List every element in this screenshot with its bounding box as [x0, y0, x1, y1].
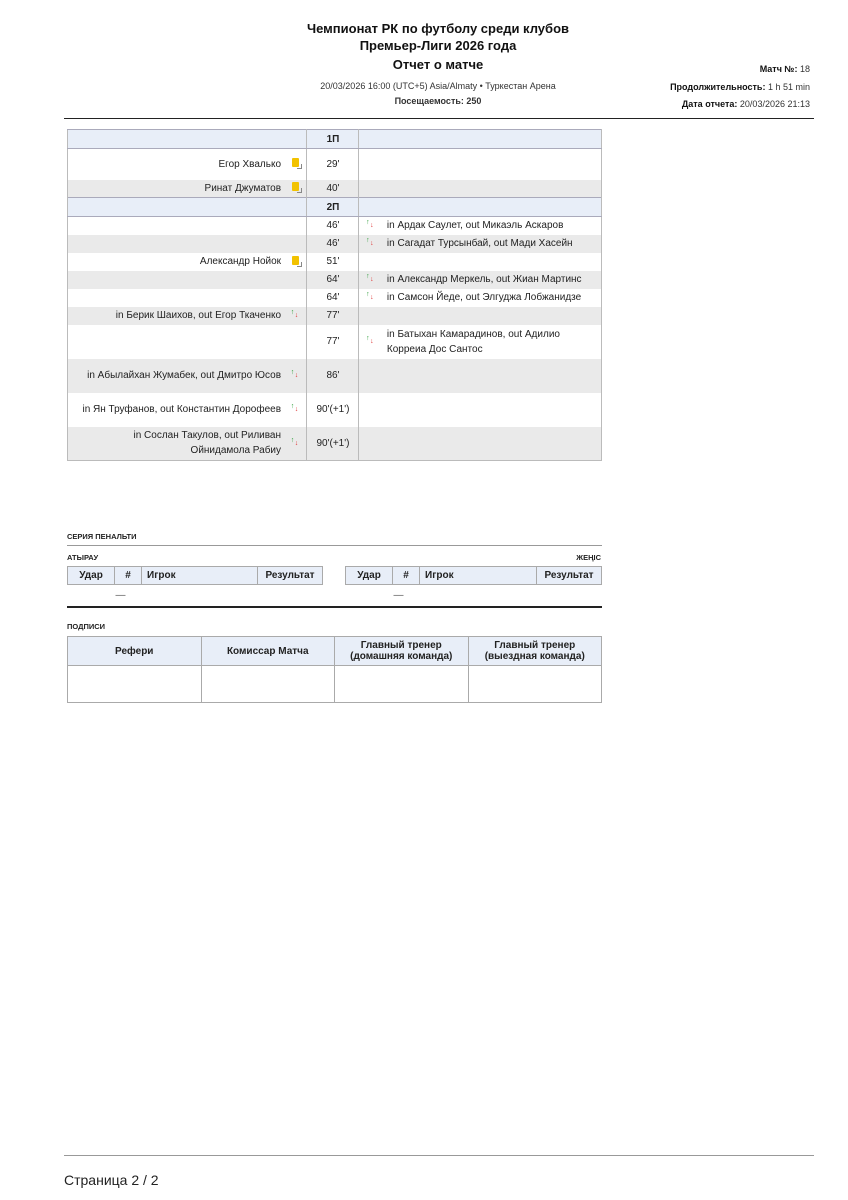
match-duration [670, 82, 810, 92]
pen-away-empty-cell [420, 585, 537, 606]
sig-away-coach-line1: Главный тренер [494, 640, 576, 651]
attendance-value: 250 [466, 96, 482, 106]
period-label-1: 1П [307, 130, 359, 149]
event-row [68, 180, 602, 198]
substitution-icon: ↑ ↓ [290, 309, 299, 319]
substitution-icon: ↑ ↓ [366, 273, 374, 283]
sig-away-coach-line2: (выездная команда) [484, 651, 585, 662]
pen-home-col-number: # [115, 567, 142, 585]
pen-home-col-result: Результат [258, 567, 323, 585]
event-row [68, 427, 602, 461]
period-label-2: 2П [307, 198, 359, 217]
event-row [68, 235, 602, 253]
substitution-icon: ↑ ↓ [290, 369, 299, 379]
competition-title-line1: Чемпионат РК по футболу среди клубов [306, 21, 569, 36]
sig-commissioner-box[interactable] [201, 666, 335, 703]
match-number-value: 18 [799, 64, 810, 74]
event-home-text: in Сослан Такулов, out Риливан Ойнидамола Рабиу [133, 430, 282, 457]
report-date-label: Дата отчета: [681, 99, 738, 109]
event-row [68, 217, 602, 235]
event-row [68, 271, 602, 289]
event-home-text: in Берик Шаихов, out Егор Ткаченко [115, 310, 282, 321]
event-minute: 64' [326, 274, 340, 285]
event-minute: 86' [326, 370, 340, 381]
substitution-icon: ↑ ↓ [366, 237, 374, 247]
pen-home-empty-cell [142, 585, 258, 606]
duration-label: Продолжительность: [670, 82, 766, 92]
substitution-icon: ↑ ↓ [366, 219, 374, 230]
event-row [68, 253, 602, 271]
report-date [682, 99, 810, 109]
event-away-text: in Александр Меркель, out Жиан Мартинс [386, 274, 582, 285]
event-minute: 40' [326, 182, 340, 194]
yellow-card-icon [292, 182, 299, 191]
signatures-table [67, 636, 602, 703]
yellow-card-icon [292, 158, 299, 167]
event-home-text: in Ян Труфанов, out Константин Дорофеев [82, 404, 282, 415]
event-away-text: in Ардак Саулет, out Микаэль Аскаров [386, 220, 564, 232]
penalty-away-team: ЖЕҢІС [576, 553, 601, 562]
event-minute: 77' [326, 336, 340, 347]
event-minute: 51' [326, 256, 340, 267]
attendance-label: Посещаемость: [394, 96, 464, 106]
report-title: Отчет о матче [392, 57, 484, 72]
pen-away-col-player: Игрок [420, 567, 537, 585]
page-number: Страница 2 / 2 [64, 1172, 159, 1188]
substitution-icon: ↑ ↓ [366, 291, 374, 301]
report-date-value: 20/03/2026 21:13 [739, 99, 810, 109]
event-minute: 46' [326, 238, 340, 249]
period-header-1 [68, 130, 602, 149]
event-minute: 29' [326, 158, 340, 170]
match-events-table [67, 129, 602, 461]
competition-title-line2: Премьер-Лиги 2026 года [359, 38, 517, 53]
sig-away-coach-box[interactable] [468, 666, 602, 703]
datetime-venue: 20/03/2026 16:00 (UTC+5) Asia/Almaty • Туркестан Арена [320, 81, 556, 91]
substitution-icon: ↑ ↓ [290, 436, 299, 447]
event-minute: 64' [326, 292, 340, 303]
event-minute: 90'(+1') [316, 404, 350, 415]
event-row [68, 393, 602, 427]
pen-away-empty-cell [346, 585, 393, 606]
sig-col-referee: Рефери [68, 637, 202, 666]
penalty-table-away [345, 566, 602, 605]
match-number [760, 64, 810, 74]
pen-home-col-player: Игрок [142, 567, 258, 585]
duration-value: 1 h 51 min [767, 82, 810, 92]
pen-away-empty-cell [537, 585, 602, 606]
event-row [68, 289, 602, 307]
period-header-2 [68, 198, 602, 217]
penalty-section-title: СЕРИЯ ПЕНАЛЬТИ [67, 532, 137, 541]
event-home-text: Александр Нойок [199, 256, 282, 267]
pen-home-empty-cell [68, 585, 115, 606]
event-away-text: in Самсон Йеде, out Элгуджа Лобжанидзе [386, 292, 582, 303]
penalty-table-home [67, 566, 323, 605]
sig-col-away-coach [468, 637, 602, 666]
sig-referee-box[interactable] [68, 666, 202, 703]
event-row [68, 149, 602, 180]
pen-home-empty: — [115, 589, 126, 601]
header-divider [64, 118, 814, 119]
sig-home-coach-line2: (домашняя команда) [350, 651, 453, 662]
match-number-label: Матч №: [759, 64, 798, 74]
event-home-text: Ринат Джуматов [204, 182, 282, 194]
pen-away-col-shot: Удар [346, 567, 393, 585]
pen-away-col-number: # [393, 567, 420, 585]
pen-away-empty: — [393, 589, 404, 601]
event-away-text: in Сагадат Турсынбай, out Мади Хасейн [386, 238, 573, 249]
sig-col-home-coach [335, 637, 469, 666]
event-minute: 46' [326, 220, 340, 232]
event-row [68, 307, 602, 325]
footer-divider [64, 1155, 814, 1156]
sig-home-coach-box[interactable] [335, 666, 469, 703]
substitution-icon: ↑ ↓ [366, 335, 374, 345]
event-home-text: in Абылайхан Жумабек, out Дмитро Юсов [87, 370, 282, 381]
event-row [68, 359, 602, 393]
penalty-bottom-divider [67, 606, 602, 608]
pen-home-empty-cell [258, 585, 323, 606]
penalty-divider [67, 545, 602, 546]
substitution-icon: ↑ ↓ [290, 403, 299, 413]
event-away-text: in Батыхан Камарадинов, out Адилио Корреиа Дос Сантос [386, 328, 560, 355]
event-minute: 77' [326, 310, 340, 321]
yellow-card-icon [292, 256, 299, 265]
pen-away-col-result: Результат [537, 567, 602, 585]
event-minute: 90'(+1') [316, 437, 350, 449]
penalty-home-team: АТЫРАУ [67, 553, 99, 562]
signatures-section-title: ПОДПИСИ [67, 622, 106, 631]
event-home-text: Егор Хвалько [218, 158, 282, 170]
pen-home-col-shot: Удар [68, 567, 115, 585]
sig-home-coach-line1: Главный тренер [360, 640, 442, 651]
event-row [68, 325, 602, 359]
sig-col-commissioner: Комиссар Матча [201, 637, 335, 666]
